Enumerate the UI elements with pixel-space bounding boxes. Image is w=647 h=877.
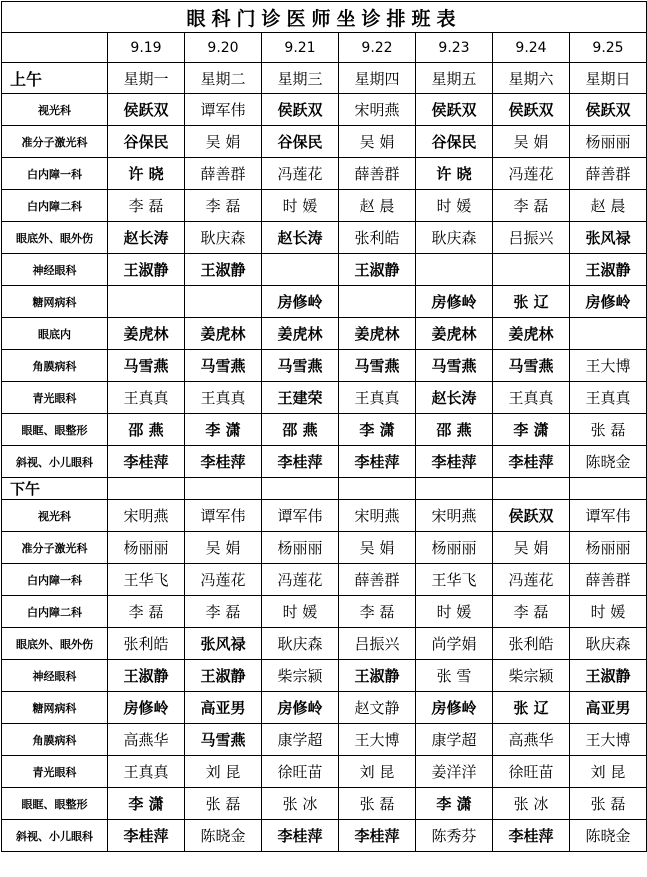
doctor-cell: 王华飞 <box>416 564 493 596</box>
doctor-cell: 康学超 <box>262 724 339 756</box>
doctor-cell: 杨丽丽 <box>108 532 185 564</box>
department-cell: 视光科 <box>2 94 108 126</box>
weekday-header: 星期二 <box>185 63 262 94</box>
doctor-cell: 张 磊 <box>339 788 416 820</box>
doctor-cell: 张 磊 <box>185 788 262 820</box>
doctor-cell: 李桂萍 <box>262 446 339 478</box>
doctor-cell: 马雪燕 <box>493 350 570 382</box>
afternoon-header-row <box>2 478 647 500</box>
doctor-cell: 李 磊 <box>493 190 570 222</box>
date-header: 9.20 <box>185 33 262 63</box>
department-cell: 眼眶、眼整形 <box>2 414 108 446</box>
doctor-cell: 李 潇 <box>339 414 416 446</box>
doctor-cell: 马雪燕 <box>262 350 339 382</box>
doctor-cell: 吴 娟 <box>185 532 262 564</box>
period-label-morning: 上午 <box>2 63 108 94</box>
table-row <box>2 94 647 126</box>
doctor-cell: 姜虎林 <box>416 318 493 350</box>
doctor-cell <box>185 286 262 318</box>
doctor-cell: 李桂萍 <box>339 446 416 478</box>
corner-cell <box>2 33 108 63</box>
doctor-cell: 李桂萍 <box>339 820 416 852</box>
doctor-cell: 侯跃双 <box>493 500 570 532</box>
doctor-cell: 谭军伟 <box>570 500 647 532</box>
doctor-cell: 吕振兴 <box>339 628 416 660</box>
doctor-cell: 许 晓 <box>416 158 493 190</box>
doctor-cell: 姜虎林 <box>493 318 570 350</box>
doctor-cell: 宋明燕 <box>339 500 416 532</box>
doctor-cell: 冯莲花 <box>493 158 570 190</box>
doctor-cell: 赵 晨 <box>339 190 416 222</box>
schedule-table <box>1 1 647 852</box>
doctor-cell: 王大博 <box>570 724 647 756</box>
doctor-cell: 李桂萍 <box>185 446 262 478</box>
doctor-cell: 薛善群 <box>339 158 416 190</box>
doctor-cell: 王淑静 <box>185 254 262 286</box>
doctor-cell: 康学超 <box>416 724 493 756</box>
doctor-cell: 邵 燕 <box>416 414 493 446</box>
doctor-cell: 王大博 <box>570 350 647 382</box>
table-row <box>2 532 647 564</box>
empty-cell <box>570 478 647 500</box>
doctor-cell: 谷保民 <box>108 126 185 158</box>
doctor-cell: 赵长涛 <box>108 222 185 254</box>
doctor-cell: 宋明燕 <box>108 500 185 532</box>
doctor-cell <box>262 254 339 286</box>
table-row <box>2 820 647 852</box>
doctor-cell: 侯跃双 <box>108 94 185 126</box>
doctor-cell: 王真真 <box>493 382 570 414</box>
doctor-cell: 李桂萍 <box>493 820 570 852</box>
date-header: 9.22 <box>339 33 416 63</box>
doctor-cell <box>416 254 493 286</box>
doctor-cell: 王大博 <box>339 724 416 756</box>
doctor-cell: 冯莲花 <box>185 564 262 596</box>
doctor-cell: 陈晓金 <box>570 446 647 478</box>
doctor-cell: 谭军伟 <box>262 500 339 532</box>
doctor-cell: 张 辽 <box>493 692 570 724</box>
doctor-cell: 杨丽丽 <box>416 532 493 564</box>
doctor-cell: 张 雪 <box>416 660 493 692</box>
doctor-cell: 姜虎林 <box>339 318 416 350</box>
doctor-cell: 耿庆森 <box>416 222 493 254</box>
department-cell: 白内障一科 <box>2 158 108 190</box>
doctor-cell: 柴宗颍 <box>262 660 339 692</box>
department-cell: 角膜病科 <box>2 350 108 382</box>
table-row <box>2 382 647 414</box>
doctor-cell: 高燕华 <box>493 724 570 756</box>
doctor-cell: 吴 娟 <box>493 126 570 158</box>
doctor-cell <box>570 318 647 350</box>
department-cell: 准分子激光科 <box>2 532 108 564</box>
doctor-cell: 李桂萍 <box>108 446 185 478</box>
doctor-cell: 刘 昆 <box>185 756 262 788</box>
weekday-header-row <box>2 63 647 94</box>
table-row <box>2 286 647 318</box>
department-cell: 眼底外、眼外伤 <box>2 628 108 660</box>
doctor-cell: 马雪燕 <box>339 350 416 382</box>
weekday-header: 星期一 <box>108 63 185 94</box>
doctor-cell <box>108 286 185 318</box>
table-row <box>2 350 647 382</box>
table-row <box>2 564 647 596</box>
department-cell: 神经眼科 <box>2 660 108 692</box>
doctor-cell: 吴 娟 <box>339 126 416 158</box>
doctor-cell: 赵 晨 <box>570 190 647 222</box>
table-row <box>2 190 647 222</box>
doctor-cell: 谷保民 <box>416 126 493 158</box>
doctor-cell: 房修岭 <box>416 692 493 724</box>
doctor-cell: 王淑静 <box>108 254 185 286</box>
empty-cell <box>262 478 339 500</box>
department-cell: 白内障二科 <box>2 596 108 628</box>
table-row <box>2 126 647 158</box>
doctor-cell: 王真真 <box>185 382 262 414</box>
doctor-cell: 马雪燕 <box>108 350 185 382</box>
doctor-cell: 吴 娟 <box>493 532 570 564</box>
doctor-cell: 姜虎林 <box>108 318 185 350</box>
doctor-cell: 陈秀芬 <box>416 820 493 852</box>
doctor-cell: 高亚男 <box>570 692 647 724</box>
doctor-cell: 李 潇 <box>185 414 262 446</box>
doctor-cell: 马雪燕 <box>416 350 493 382</box>
doctor-cell: 李 潇 <box>416 788 493 820</box>
doctor-cell: 薛善群 <box>339 564 416 596</box>
doctor-cell <box>339 286 416 318</box>
doctor-cell: 李桂萍 <box>493 446 570 478</box>
doctor-cell: 李桂萍 <box>108 820 185 852</box>
department-cell: 斜视、小儿眼科 <box>2 820 108 852</box>
doctor-cell: 时 媛 <box>262 190 339 222</box>
table-row <box>2 756 647 788</box>
department-cell: 眼底外、眼外伤 <box>2 222 108 254</box>
table-row <box>2 628 647 660</box>
doctor-cell: 刘 昆 <box>570 756 647 788</box>
period-label-afternoon: 下午 <box>2 478 108 500</box>
doctor-cell: 张利皓 <box>339 222 416 254</box>
doctor-cell: 房修岭 <box>108 692 185 724</box>
date-header: 9.25 <box>570 33 647 63</box>
doctor-cell: 李 潇 <box>493 414 570 446</box>
weekday-header: 星期三 <box>262 63 339 94</box>
doctor-cell: 侯跃双 <box>570 94 647 126</box>
empty-cell <box>416 478 493 500</box>
department-cell: 角膜病科 <box>2 724 108 756</box>
table-row <box>2 724 647 756</box>
doctor-cell: 马雪燕 <box>185 350 262 382</box>
table-row <box>2 500 647 532</box>
doctor-cell: 吴 娟 <box>339 532 416 564</box>
doctor-cell: 王淑静 <box>185 660 262 692</box>
doctor-cell: 张利皓 <box>493 628 570 660</box>
doctor-cell: 刘 昆 <box>339 756 416 788</box>
doctor-cell: 侯跃双 <box>493 94 570 126</box>
empty-cell <box>185 478 262 500</box>
doctor-cell: 李桂萍 <box>262 820 339 852</box>
doctor-cell: 张 冰 <box>493 788 570 820</box>
doctor-cell: 侯跃双 <box>262 94 339 126</box>
doctor-cell: 王真真 <box>339 382 416 414</box>
doctor-cell: 张 辽 <box>493 286 570 318</box>
doctor-cell: 李桂萍 <box>416 446 493 478</box>
doctor-cell: 耿庆森 <box>262 628 339 660</box>
doctor-cell: 王华飞 <box>108 564 185 596</box>
department-cell: 视光科 <box>2 500 108 532</box>
doctor-cell: 杨丽丽 <box>570 126 647 158</box>
doctor-cell: 陈晓金 <box>570 820 647 852</box>
date-header: 9.21 <box>262 33 339 63</box>
department-cell: 白内障一科 <box>2 564 108 596</box>
doctor-cell: 房修岭 <box>262 286 339 318</box>
doctor-cell: 尚学娟 <box>416 628 493 660</box>
doctor-cell: 高亚男 <box>185 692 262 724</box>
doctor-cell: 薛善群 <box>570 564 647 596</box>
doctor-cell: 王淑静 <box>339 660 416 692</box>
empty-cell <box>108 478 185 500</box>
doctor-cell: 李 磊 <box>108 190 185 222</box>
doctor-cell: 谭军伟 <box>185 500 262 532</box>
department-cell: 神经眼科 <box>2 254 108 286</box>
doctor-cell: 陈晓金 <box>185 820 262 852</box>
department-cell: 青光眼科 <box>2 756 108 788</box>
doctor-cell: 薛善群 <box>570 158 647 190</box>
doctor-cell: 高燕华 <box>108 724 185 756</box>
doctor-cell: 侯跃双 <box>416 94 493 126</box>
doctor-cell: 姜洋洋 <box>416 756 493 788</box>
date-header: 9.23 <box>416 33 493 63</box>
doctor-cell: 谭军伟 <box>185 94 262 126</box>
weekday-header: 星期六 <box>493 63 570 94</box>
table-row <box>2 446 647 478</box>
date-header: 9.19 <box>108 33 185 63</box>
doctor-cell: 王淑静 <box>570 254 647 286</box>
doctor-cell: 马雪燕 <box>185 724 262 756</box>
doctor-cell: 许 晓 <box>108 158 185 190</box>
table-title: 眼科门诊医师坐诊排班表 <box>2 2 647 33</box>
doctor-cell: 李 磊 <box>108 596 185 628</box>
doctor-cell: 王真真 <box>108 756 185 788</box>
table-row <box>2 788 647 820</box>
doctor-cell: 冯莲花 <box>262 158 339 190</box>
doctor-cell: 吕振兴 <box>493 222 570 254</box>
doctor-cell: 耿庆森 <box>570 628 647 660</box>
doctor-cell: 姜虎林 <box>185 318 262 350</box>
doctor-cell: 王真真 <box>570 382 647 414</box>
doctor-cell: 徐旺苗 <box>493 756 570 788</box>
doctor-cell: 李 磊 <box>493 596 570 628</box>
doctor-cell: 杨丽丽 <box>570 532 647 564</box>
doctor-cell: 张风禄 <box>185 628 262 660</box>
date-header: 9.24 <box>493 33 570 63</box>
empty-cell <box>339 478 416 500</box>
doctor-cell: 房修岭 <box>262 692 339 724</box>
table-row <box>2 596 647 628</box>
doctor-cell <box>493 254 570 286</box>
doctor-cell: 杨丽丽 <box>262 532 339 564</box>
table-row <box>2 158 647 190</box>
doctor-cell: 王淑静 <box>570 660 647 692</box>
doctor-cell: 李 磊 <box>185 596 262 628</box>
doctor-cell: 王真真 <box>108 382 185 414</box>
weekday-header: 星期日 <box>570 63 647 94</box>
doctor-cell: 冯莲花 <box>493 564 570 596</box>
doctor-cell: 房修岭 <box>570 286 647 318</box>
department-cell: 糖网病科 <box>2 286 108 318</box>
doctor-cell: 时 媛 <box>416 596 493 628</box>
department-cell: 准分子激光科 <box>2 126 108 158</box>
department-cell: 青光眼科 <box>2 382 108 414</box>
doctor-cell: 张 冰 <box>262 788 339 820</box>
table-row <box>2 692 647 724</box>
table-row <box>2 660 647 692</box>
doctor-cell: 邵 燕 <box>262 414 339 446</box>
department-cell: 眼眶、眼整形 <box>2 788 108 820</box>
doctor-cell: 薛善群 <box>185 158 262 190</box>
weekday-header: 星期五 <box>416 63 493 94</box>
table-row <box>2 414 647 446</box>
doctor-cell: 赵长涛 <box>262 222 339 254</box>
doctor-cell: 邵 燕 <box>108 414 185 446</box>
doctor-cell: 张利皓 <box>108 628 185 660</box>
weekday-header: 星期四 <box>339 63 416 94</box>
doctor-cell: 宋明燕 <box>339 94 416 126</box>
doctor-cell: 李 潇 <box>108 788 185 820</box>
department-cell: 眼底内 <box>2 318 108 350</box>
doctor-cell: 时 媛 <box>570 596 647 628</box>
doctor-cell: 赵长涛 <box>416 382 493 414</box>
table-row <box>2 318 647 350</box>
doctor-cell: 张 磊 <box>570 414 647 446</box>
doctor-cell: 张风禄 <box>570 222 647 254</box>
doctor-cell: 宋明燕 <box>416 500 493 532</box>
department-cell: 糖网病科 <box>2 692 108 724</box>
doctor-cell: 吴 娟 <box>185 126 262 158</box>
doctor-cell: 时 媛 <box>262 596 339 628</box>
date-header-row <box>2 33 647 63</box>
doctor-cell: 姜虎林 <box>262 318 339 350</box>
doctor-cell: 王淑静 <box>108 660 185 692</box>
doctor-cell: 张 磊 <box>570 788 647 820</box>
table-row <box>2 222 647 254</box>
doctor-cell: 徐旺苗 <box>262 756 339 788</box>
doctor-cell: 王建荣 <box>262 382 339 414</box>
doctor-cell: 耿庆森 <box>185 222 262 254</box>
doctor-cell: 李 磊 <box>339 596 416 628</box>
doctor-cell: 王淑静 <box>339 254 416 286</box>
doctor-cell: 柴宗颍 <box>493 660 570 692</box>
doctor-cell: 房修岭 <box>416 286 493 318</box>
doctor-cell: 赵文静 <box>339 692 416 724</box>
empty-cell <box>493 478 570 500</box>
doctor-cell: 李 磊 <box>185 190 262 222</box>
doctor-cell: 谷保民 <box>262 126 339 158</box>
doctor-cell: 时 媛 <box>416 190 493 222</box>
department-cell: 斜视、小儿眼科 <box>2 446 108 478</box>
department-cell: 白内障二科 <box>2 190 108 222</box>
table-row <box>2 254 647 286</box>
doctor-cell: 冯莲花 <box>262 564 339 596</box>
